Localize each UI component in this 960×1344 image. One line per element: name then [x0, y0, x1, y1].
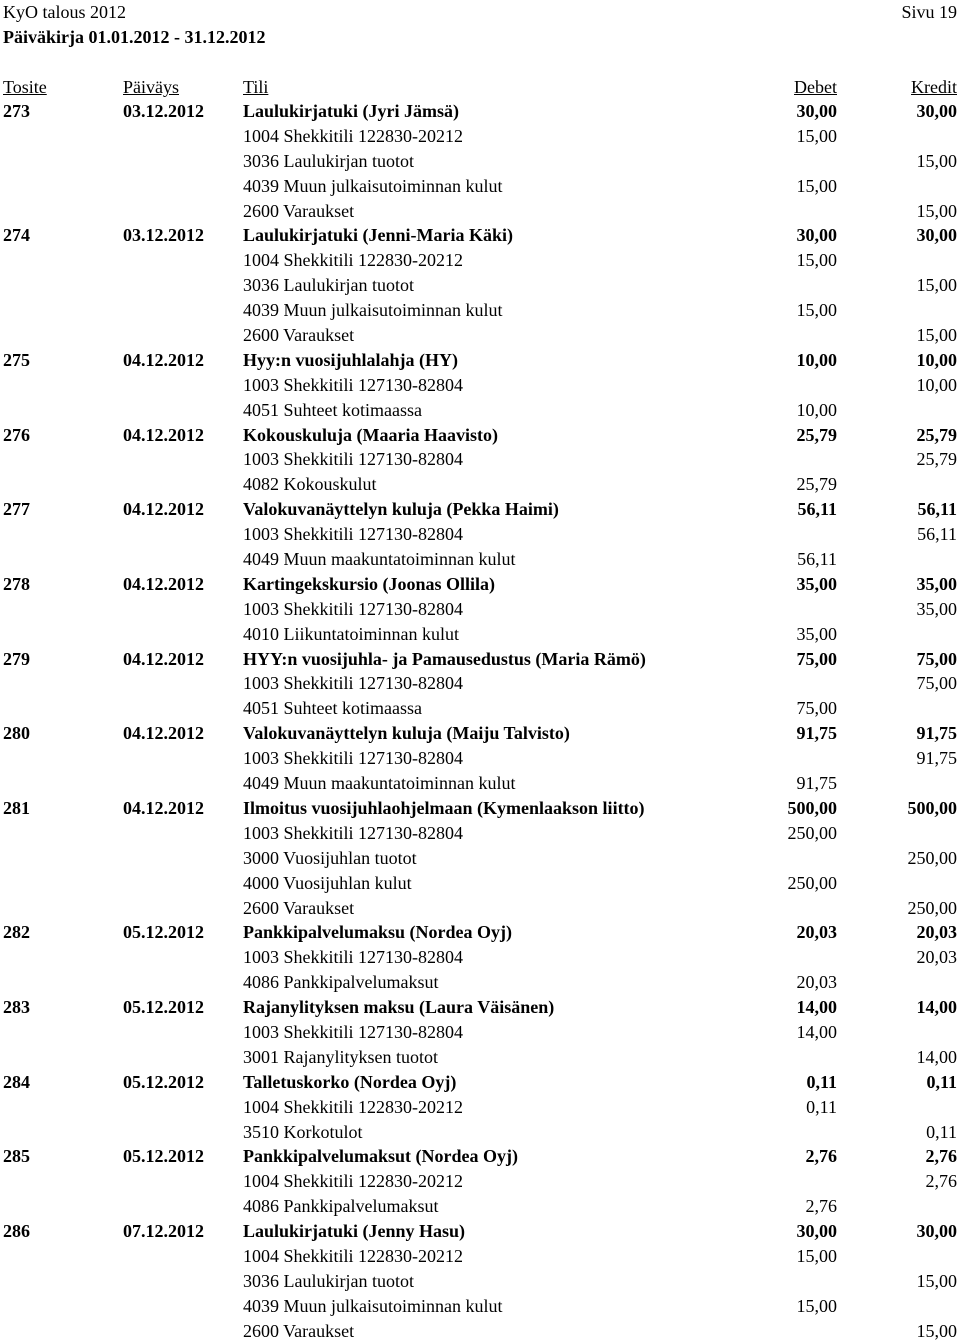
line-kredit: 14,00 [916, 1046, 957, 1067]
line-account: 4049 Muun maakuntatoiminnan kulut [243, 773, 516, 794]
entry-kredit: 30,00 [916, 225, 957, 246]
entry-description: Kartingekskursio (Joonas Ollila) [243, 573, 496, 594]
line-account: 1003 Shekkitili 127130-82804 [243, 947, 463, 968]
entry-line-row [0, 1095, 960, 1120]
entry-header-row [0, 497, 960, 522]
entry-header-row [0, 1219, 960, 1244]
entry-line-row [0, 174, 960, 199]
line-debet: 35,00 [796, 623, 837, 644]
entry-description: HYY:n vuosijuhla- ja Pamausedustus (Maria Rämö) [243, 648, 646, 669]
line-account: 1003 Shekkitili 127130-82804 [243, 673, 463, 694]
column-header-paivays: Päiväys [123, 77, 179, 97]
entry-header-row [0, 572, 960, 597]
entry-line-row [0, 1319, 960, 1344]
line-kredit: 75,00 [916, 673, 957, 694]
entry-kredit: 500,00 [907, 797, 957, 818]
entry-date: 04.12.2012 [123, 573, 204, 594]
column-header-tosite: Tosite [3, 77, 47, 97]
entry-number: 286 [3, 1221, 30, 1242]
entry-number: 273 [3, 101, 30, 121]
entry-number: 281 [3, 797, 30, 818]
entry-kredit: 25,79 [916, 424, 957, 445]
line-account: 2600 Varaukset [243, 1320, 355, 1341]
entry-line-row [0, 671, 960, 696]
line-account: 4086 Pankkipalvelumaksut [243, 1196, 439, 1217]
line-debet: 15,00 [796, 300, 837, 321]
entry-debet: 25,79 [796, 424, 837, 445]
entry-line-row [0, 199, 960, 224]
line-kredit: 25,79 [916, 449, 957, 470]
line-account: 4051 Suhteet kotimaassa [243, 399, 422, 420]
entry-debet: 91,75 [796, 723, 837, 744]
line-kredit: 15,00 [916, 1320, 957, 1341]
entry-kredit: 2,76 [925, 1146, 957, 1167]
entry-header-row [0, 920, 960, 945]
line-debet: 2,76 [805, 1196, 837, 1217]
entry-line-row [0, 1020, 960, 1045]
entry-line-row [0, 970, 960, 995]
entry-description: Valokuvanäyttelyn kuluja (Pekka Haimi) [243, 499, 559, 520]
entry-header-row [0, 796, 960, 821]
entry-description: Talletuskorko (Nordea Oyj) [243, 1071, 457, 1092]
entry-header-row [0, 995, 960, 1020]
entry-kredit: 75,00 [916, 648, 957, 669]
entry-description: Hyy:n vuosijuhlalahja (HY) [243, 349, 459, 370]
page-number: Sivu 19 [901, 2, 957, 22]
line-kredit: 15,00 [916, 1270, 957, 1291]
journal-entries [0, 99, 960, 1344]
line-debet: 91,75 [796, 773, 837, 794]
entry-line-row [0, 945, 960, 970]
entry-line-row [0, 447, 960, 472]
entry-description: Valokuvanäyttelyn kuluja (Maiju Talvisto) [243, 723, 570, 744]
line-account: 1003 Shekkitili 127130-82804 [243, 374, 463, 395]
line-account: 2600 Varaukset [243, 897, 355, 918]
entry-date: 04.12.2012 [123, 499, 204, 520]
entry-line-row [0, 871, 960, 896]
entry-line-row [0, 846, 960, 871]
line-kredit: 20,03 [916, 947, 957, 968]
line-kredit: 250,00 [907, 847, 957, 868]
line-account: 4039 Muun julkaisutoiminnan kulut [243, 1295, 503, 1316]
entry-line-row [0, 1194, 960, 1219]
entry-number: 279 [3, 648, 30, 669]
entry-header-row [0, 647, 960, 672]
entry-line-row [0, 746, 960, 771]
entry-number: 283 [3, 997, 30, 1018]
line-debet: 56,11 [797, 549, 837, 570]
entry-kredit: 14,00 [916, 997, 957, 1018]
line-account: 3510 Korkotulot [243, 1121, 363, 1142]
entry-date: 07.12.2012 [123, 1221, 204, 1242]
line-kredit: 10,00 [916, 374, 957, 395]
entry-line-row [0, 124, 960, 149]
line-account: 3036 Laulukirjan tuotot [243, 150, 414, 171]
entry-line-row [0, 696, 960, 721]
line-account: 1003 Shekkitili 127130-82804 [243, 1021, 463, 1042]
entry-description: Pankkipalvelumaksut (Nordea Oyj) [243, 1146, 519, 1167]
line-debet: 14,00 [796, 1021, 837, 1042]
entry-description: Kokouskuluja (Maaria Haavisto) [243, 424, 499, 445]
entry-debet: 35,00 [796, 573, 837, 594]
entry-kredit: 30,00 [916, 101, 957, 121]
entry-description: Rajanylityksen maksu (Laura Väisänen) [243, 997, 555, 1018]
entry-line-row [0, 273, 960, 298]
entry-line-row [0, 1120, 960, 1145]
entry-number: 277 [3, 499, 30, 520]
line-account: 1003 Shekkitili 127130-82804 [243, 822, 463, 843]
line-account: 1004 Shekkitili 122830-20212 [243, 1096, 463, 1117]
entry-header-row [0, 1070, 960, 1095]
line-account: 1004 Shekkitili 122830-20212 [243, 125, 463, 146]
line-account: 4082 Kokouskulut [243, 474, 377, 495]
company-title: KyO talous 2012 [3, 2, 126, 22]
entry-kredit: 10,00 [916, 349, 957, 370]
entry-description: Laulukirjatuki (Jenny Hasu) [243, 1221, 466, 1242]
entry-debet: 500,00 [787, 797, 837, 818]
line-debet: 250,00 [787, 872, 837, 893]
column-header-kredit: Kredit [911, 77, 957, 97]
entry-line-row [0, 896, 960, 921]
entry-number: 284 [3, 1071, 30, 1092]
entry-kredit: 35,00 [916, 573, 957, 594]
line-debet: 75,00 [796, 698, 837, 719]
entry-line-row [0, 622, 960, 647]
entry-date: 05.12.2012 [123, 997, 204, 1018]
entry-line-row [0, 323, 960, 348]
entry-debet: 56,11 [797, 499, 837, 520]
entry-date: 05.12.2012 [123, 1071, 204, 1092]
entry-line-row [0, 821, 960, 846]
entry-number: 285 [3, 1146, 30, 1167]
entry-date: 04.12.2012 [123, 349, 204, 370]
entry-header-row [0, 348, 960, 373]
line-debet: 20,03 [796, 972, 837, 993]
entry-line-row [0, 1244, 960, 1269]
entry-debet: 0,11 [806, 1071, 837, 1092]
line-account: 1004 Shekkitili 122830-20212 [243, 1171, 463, 1192]
line-debet: 15,00 [796, 250, 837, 271]
entry-debet: 10,00 [796, 349, 837, 370]
entry-kredit: 30,00 [916, 1221, 957, 1242]
line-account: 4051 Suhteet kotimaassa [243, 698, 422, 719]
line-kredit: 250,00 [907, 897, 957, 918]
line-debet: 10,00 [796, 399, 837, 420]
line-account: 2600 Varaukset [243, 325, 355, 346]
line-account: 4010 Liikuntatoiminnan kulut [243, 623, 459, 644]
line-account: 3036 Laulukirjan tuotot [243, 275, 414, 296]
entry-number: 274 [3, 225, 30, 246]
entry-line-row [0, 1294, 960, 1319]
line-account: 3000 Vuosijuhlan tuotot [243, 847, 417, 868]
line-account: 4000 Vuosijuhlan kulut [243, 872, 412, 893]
line-kredit: 15,00 [916, 200, 957, 221]
entry-date: 04.12.2012 [123, 648, 204, 669]
entry-debet: 30,00 [796, 1221, 837, 1242]
line-debet: 0,11 [806, 1096, 837, 1117]
entry-description: Pankkipalvelumaksu (Nordea Oyj) [243, 922, 513, 943]
entry-header-row [0, 721, 960, 746]
entry-date: 05.12.2012 [123, 1146, 204, 1167]
line-account: 2600 Varaukset [243, 200, 355, 221]
line-kredit: 2,76 [925, 1171, 957, 1192]
line-debet: 15,00 [796, 125, 837, 146]
entry-debet: 14,00 [796, 997, 837, 1018]
entry-line-row [0, 398, 960, 423]
line-kredit: 15,00 [916, 325, 957, 346]
line-debet: 15,00 [796, 1295, 837, 1316]
entry-kredit: 20,03 [916, 922, 957, 943]
entry-number: 276 [3, 424, 30, 445]
line-account: 1004 Shekkitili 122830-20212 [243, 1245, 463, 1266]
entry-number: 280 [3, 723, 30, 744]
entry-line-row [0, 522, 960, 547]
column-header-debet: Debet [794, 77, 837, 97]
entry-date: 04.12.2012 [123, 797, 204, 818]
line-account: 1003 Shekkitili 127130-82804 [243, 598, 463, 619]
line-debet: 25,79 [796, 474, 837, 495]
entry-line-row [0, 547, 960, 572]
entry-date: 05.12.2012 [123, 922, 204, 943]
entry-header-row [0, 99, 960, 124]
line-kredit: 15,00 [916, 275, 957, 296]
entry-date: 03.12.2012 [123, 225, 204, 246]
entry-line-row [0, 472, 960, 497]
entry-description: Laulukirjatuki (Jenni-Maria Käki) [243, 225, 514, 246]
entry-line-row [0, 248, 960, 273]
line-account: 4049 Muun maakuntatoiminnan kulut [243, 549, 516, 570]
line-kredit: 91,75 [916, 748, 957, 769]
line-kredit: 15,00 [916, 150, 957, 171]
entry-debet: 75,00 [796, 648, 837, 669]
line-account: 4086 Pankkipalvelumaksut [243, 972, 439, 993]
entry-number: 278 [3, 573, 30, 594]
entry-header-row [0, 1144, 960, 1169]
entry-header-row [0, 423, 960, 448]
entry-description: Ilmoitus vuosijuhlaohjelmaan (Kymenlaakson liitto) [243, 797, 645, 818]
entry-number: 275 [3, 349, 30, 370]
line-account: 1003 Shekkitili 127130-82804 [243, 449, 463, 470]
entry-line-row [0, 1045, 960, 1070]
entry-date: 03.12.2012 [123, 101, 204, 121]
line-account: 3001 Rajanylityksen tuotot [243, 1046, 438, 1067]
entry-line-row [0, 1169, 960, 1194]
entry-line-row [0, 597, 960, 622]
entry-date: 04.12.2012 [123, 424, 204, 445]
line-kredit: 0,11 [926, 1121, 957, 1142]
line-account: 1004 Shekkitili 122830-20212 [243, 250, 463, 271]
line-debet: 15,00 [796, 1245, 837, 1266]
line-kredit: 35,00 [916, 598, 957, 619]
entry-header-row [0, 223, 960, 248]
entry-debet: 30,00 [796, 101, 837, 121]
entry-kredit: 91,75 [916, 723, 957, 744]
entry-kredit: 56,11 [917, 499, 957, 520]
column-header-tili: Tili [243, 77, 269, 97]
entry-debet: 20,03 [796, 922, 837, 943]
entry-line-row [0, 771, 960, 796]
line-account: 4039 Muun julkaisutoiminnan kulut [243, 300, 503, 321]
line-debet: 15,00 [796, 175, 837, 196]
entry-line-row [0, 149, 960, 174]
entry-line-row [0, 1269, 960, 1294]
line-kredit: 56,11 [917, 524, 957, 545]
line-account: 3036 Laulukirjan tuotot [243, 1270, 414, 1291]
entry-line-row [0, 298, 960, 323]
entry-description: Laulukirjatuki (Jyri Jämsä) [243, 101, 460, 121]
line-account: 1003 Shekkitili 127130-82804 [243, 524, 463, 545]
line-debet: 250,00 [787, 822, 837, 843]
journal-title: Päiväkirja 01.01.2012 - 31.12.2012 [3, 27, 266, 47]
entry-debet: 30,00 [796, 225, 837, 246]
entry-number: 282 [3, 922, 30, 943]
entry-date: 04.12.2012 [123, 723, 204, 744]
entry-debet: 2,76 [805, 1146, 837, 1167]
line-account: 1003 Shekkitili 127130-82804 [243, 748, 463, 769]
line-account: 4039 Muun julkaisutoiminnan kulut [243, 175, 503, 196]
entry-kredit: 0,11 [926, 1071, 957, 1092]
entry-line-row [0, 373, 960, 398]
